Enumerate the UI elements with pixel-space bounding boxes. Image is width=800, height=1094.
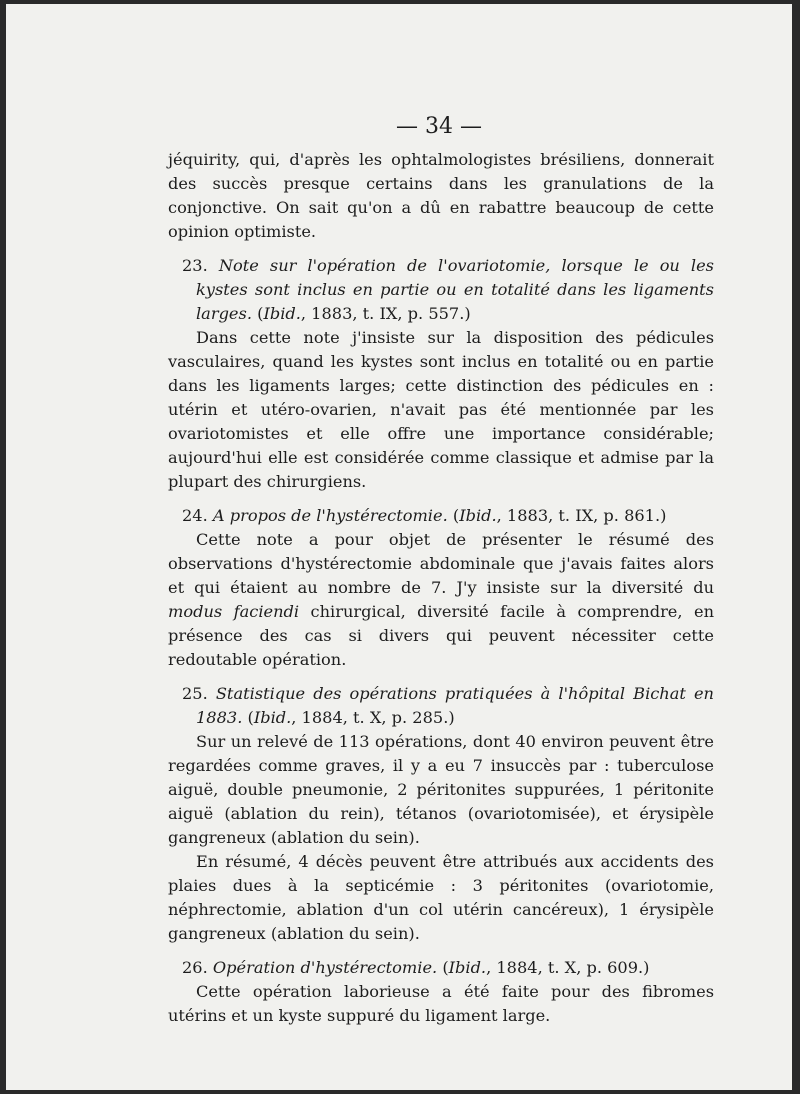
- intro-paragraph: jéquirity, qui, d'après les ophtalmologistes brésiliens, donnerait des succès presque certains dans les granulations de la conjonctive. On sait qu'on a dû en rabattre beaucoup de cette opinion optimiste.: [168, 150, 714, 241]
- entry-heading: 24. A propos de l'hystérectomie. (Ibid., 1883, t. IX, p. 861.): [182, 506, 667, 525]
- entry-paragraph: En résumé, 4 décès peuvent être attribués aux accidents des plaies dues à la septicémie : 3 péritonites (ovariotomie, néphrectomie, ablation d'un col utérin cancéreux), 1 érysipèle gangreneux (ablation du sein).: [168, 852, 714, 943]
- entry-heading: 26. Opération d'hystérectomie. (Ibid., 1884, t. X, p. 609.): [182, 958, 650, 977]
- entry-23: [168, 254, 714, 494]
- entry-heading: 25. Statistique des opérations pratiquées à l'hôpital Bichat en 1883. (Ibid., 1884, t. X, p. 285.): [182, 684, 714, 727]
- entry-title: Opération d'hystérectomie.: [212, 958, 438, 977]
- entry-24: [168, 504, 714, 672]
- page-number: — 34 —: [396, 114, 482, 139]
- document-page: [6, 4, 792, 1090]
- entry-25: [168, 682, 714, 946]
- entry-paragraph: Cette note a pour objet de présenter le résumé des observations d'hystérectomie abdominale que j'avais faites alors et qui étaient au nombre de 7. J'y insiste sur la diversité du modus faciendi chirurgical, diversité facile à comprendre, en présence des cas si divers qui peuvent nécessiter cette redoutable opération.: [168, 530, 715, 669]
- entry-title: Statistique des opérations pratiquées à l'hôpital Bichat en 1883.: [196, 684, 714, 727]
- entry-paragraph: Dans cette note j'insiste sur la disposition des pédicules vasculaires, quand les kystes sont inclus en totalité ou en partie dans les ligaments larges; cette distinction des pédicules en : utérin et utéro-ovarien, n'avait pas été mentionnée par les ovariotomistes et elle offre une importance considérable; aujourd'hui elle est considérée comme classique et admise par la plupart des chirurgiens.: [168, 328, 714, 491]
- entry-26: [168, 956, 714, 1028]
- document-body: [168, 148, 714, 1028]
- entry-title: Note sur l'opération de l'ovariotomie, lorsque le ou les kystes sont inclus en partie ou en totalité dans les ligaments larges.: [196, 256, 714, 323]
- entry-paragraph: Sur un relevé de 113 opérations, dont 40 environ peuvent être regardées comme graves, il y a eu 7 insuccès par : tuberculose aiguë, double pneumonie, 2 péritonites suppurées, 1 péritonite aiguë (ablation du rein), tétanos (ovariotomisée), et érysipèle gangreneux (ablation du sein).: [168, 732, 714, 847]
- entry-paragraph: Cette opération laborieuse a été faite pour des fibromes utérins et un kyste suppuré du ligament large.: [168, 982, 714, 1025]
- entry-title: A propos de l'hystérectomie.: [212, 506, 448, 525]
- entry-heading: 23. Note sur l'opération de l'ovariotomie, lorsque le ou les kystes sont inclus en partie ou en totalité dans les ligaments larges. (Ibid., 1883, t. IX, p. 557.): [182, 256, 714, 323]
